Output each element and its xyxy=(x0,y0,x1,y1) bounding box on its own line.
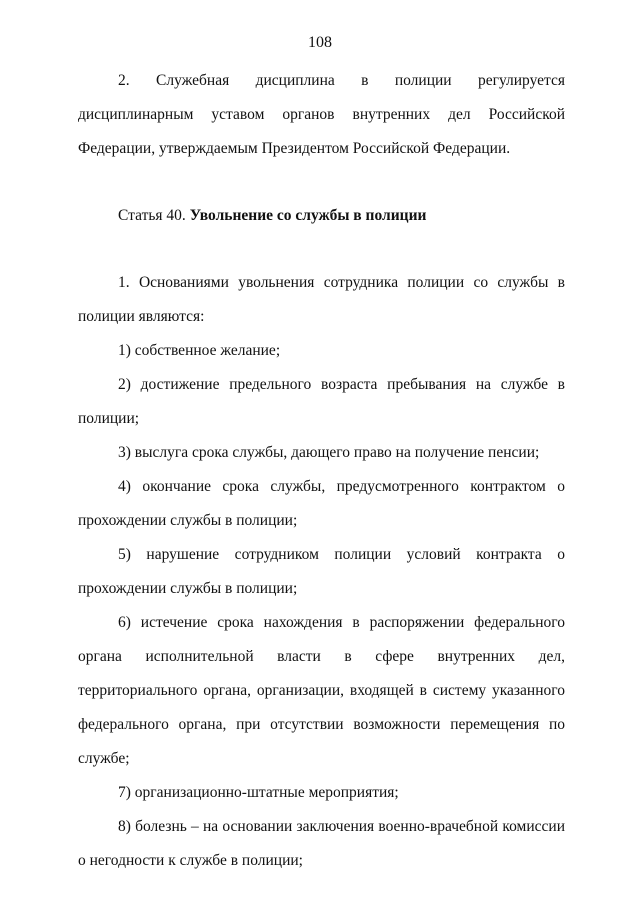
list-item-1: 1) собственное желание; xyxy=(118,342,281,359)
list-item-3: 3) выслуга срока службы, дающего право на получение пенсии; xyxy=(118,444,540,461)
article-heading xyxy=(78,199,565,233)
page-number: 108 xyxy=(308,34,332,51)
article-label: Статья 40. xyxy=(118,207,186,224)
list-item-2: 2) достижение предельного возраста пребывания на службе в полиции; xyxy=(78,376,565,427)
article-title: Увольнение со службы в полиции xyxy=(189,207,427,224)
clause-1: 1. Основаниями увольнения сотрудника полиции со службы в полиции являются: xyxy=(78,274,565,325)
list-item-6: 6) истечение срока нахождения в распоряжении федерального органа исполнительной власти в сфере внутренних дел, территориального органа, организации, входящей в систему указанного федерального органа, при отсутствии возможности перемещения по службе; xyxy=(78,614,565,767)
list-item-4: 4) окончание срока службы, предусмотренного контрактом о прохождении службы в полиции; xyxy=(78,478,565,529)
list-item-5: 5) нарушение сотрудником полиции условий контракта о прохождении службы в полиции; xyxy=(78,546,565,597)
intro-paragraph: 2. Служебная дисциплина в полиции регулируется дисциплинарным уставом органов внутренних дел Российской Федерации, утверждаемым Президентом Российской Федерации. xyxy=(78,72,565,157)
list-item-7: 7) организационно-штатные мероприятия; xyxy=(118,784,399,801)
document-body xyxy=(78,64,565,878)
list-item-8: 8) болезнь – на основании заключения военно-врачебной комиссии о негодности к службе в полиции; xyxy=(78,818,565,869)
